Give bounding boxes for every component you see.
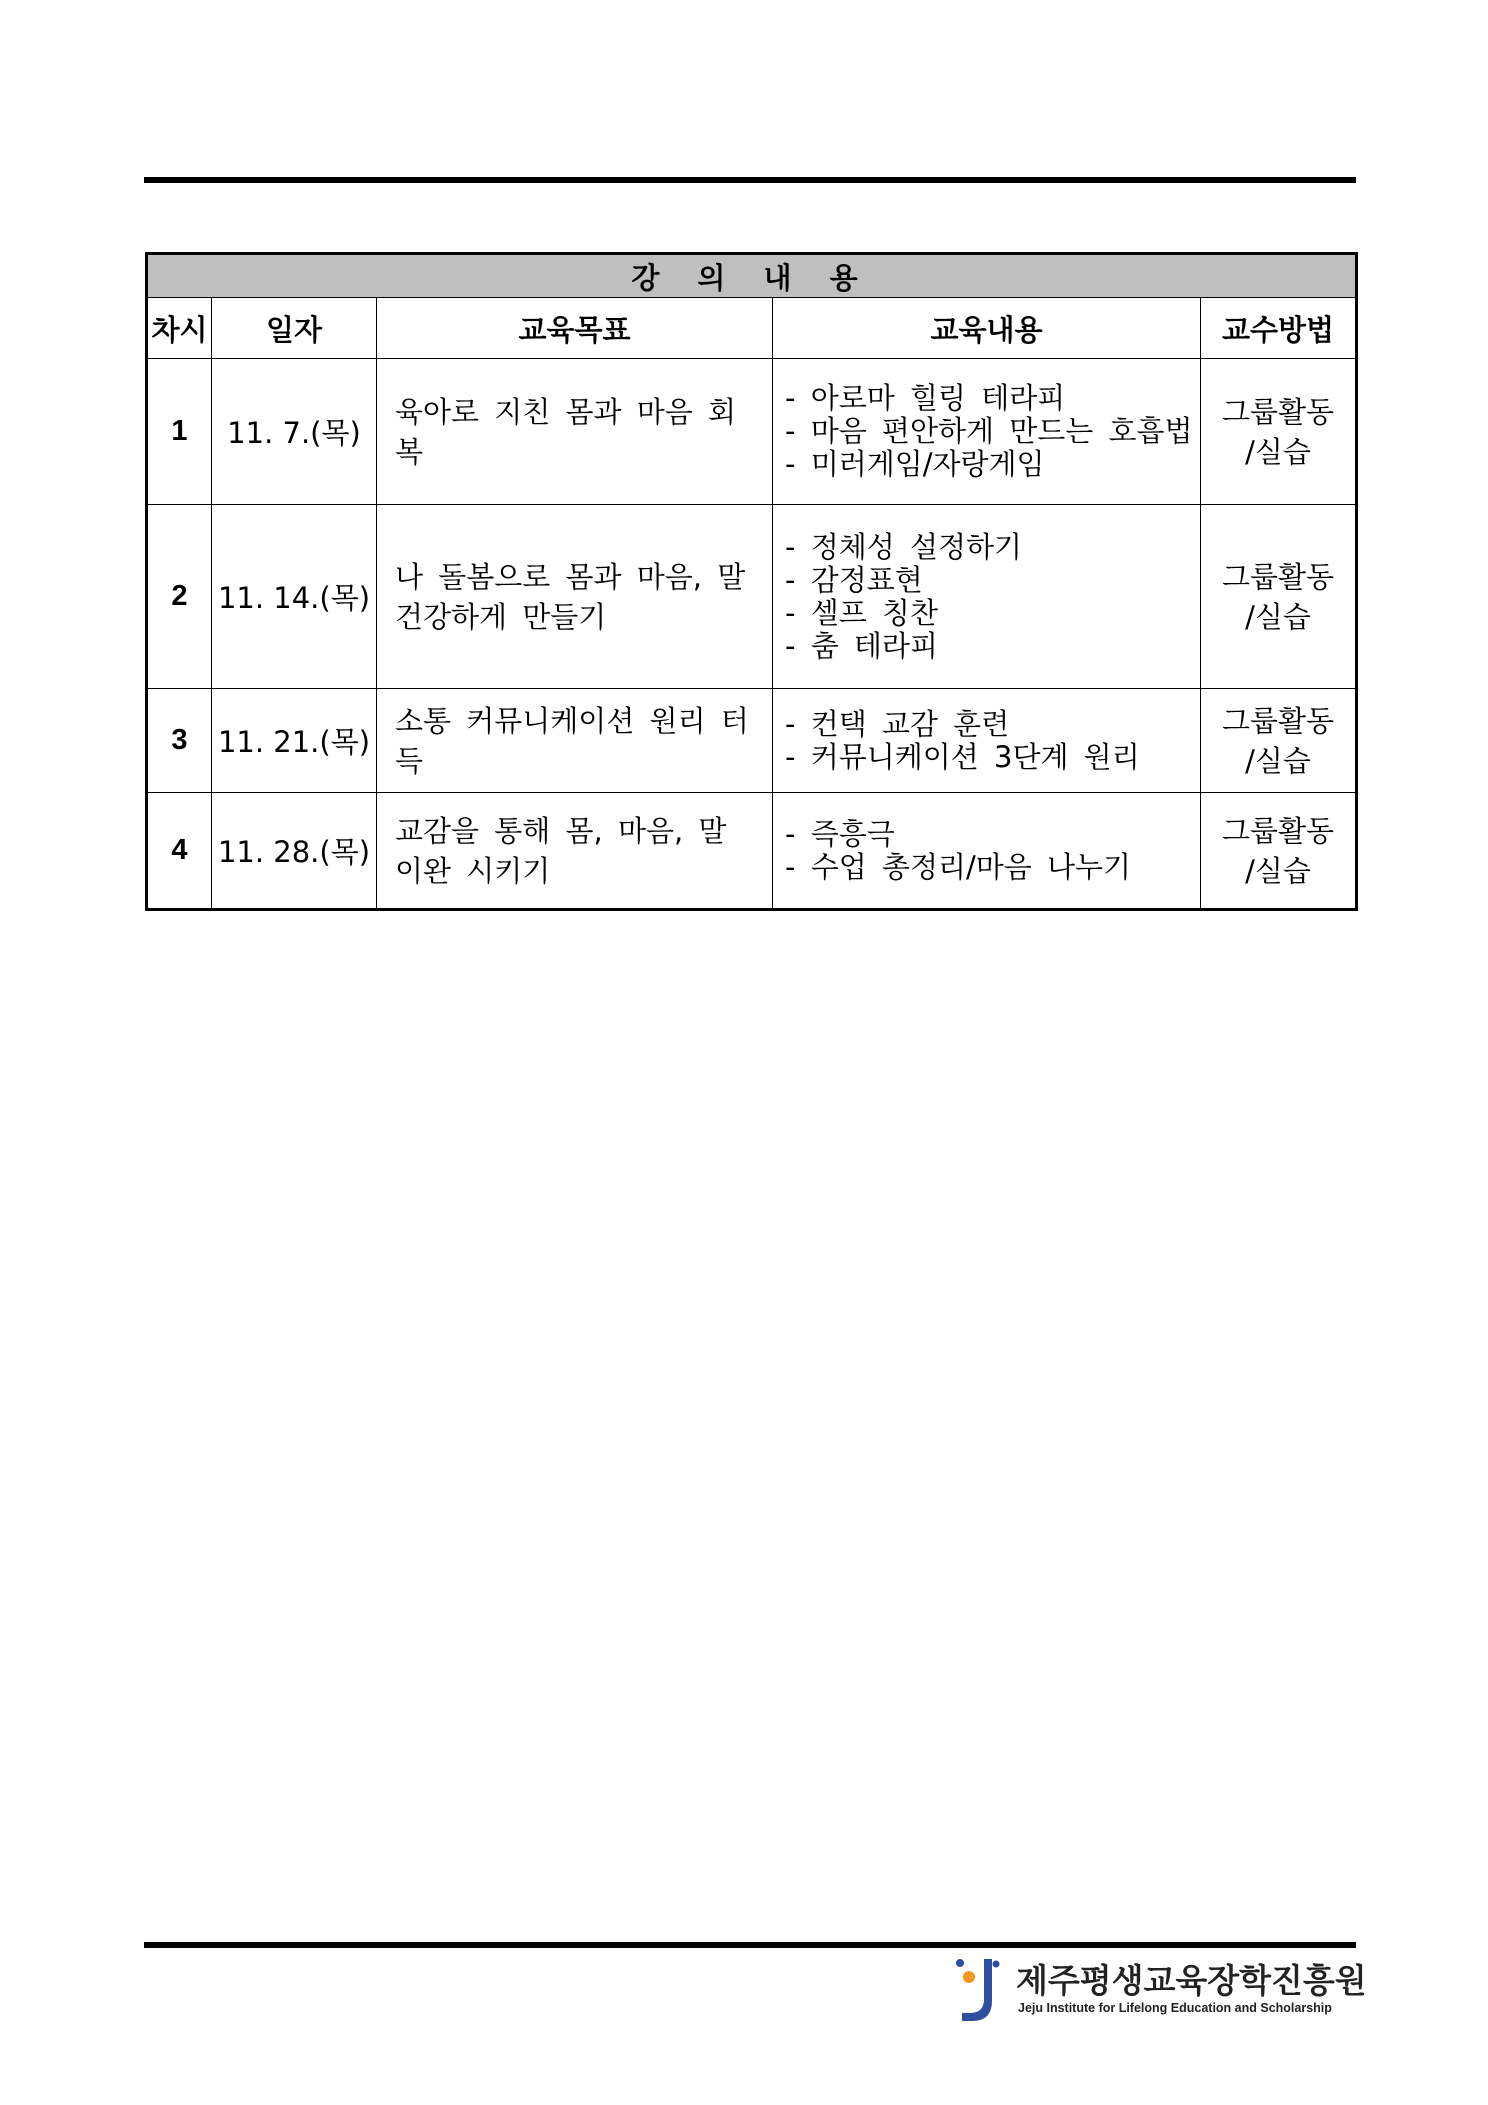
session-date: 11. 14.(목) xyxy=(212,505,377,689)
method-line: /실습 xyxy=(1245,599,1311,634)
content-item: - 춤 테라피 xyxy=(785,630,1200,663)
method-line: 그룹활동 xyxy=(1221,703,1335,738)
header-date: 일자 xyxy=(212,298,377,359)
top-divider xyxy=(144,177,1356,183)
method-line: 그룹활동 xyxy=(1221,559,1335,594)
content-item: - 컨택 교감 훈련 xyxy=(785,708,1200,741)
content-item: - 아로마 힐링 테라피 xyxy=(785,382,1200,415)
content-item: - 마음 편안하게 만드는 호흡법 xyxy=(785,415,1200,448)
logo-mark-icon xyxy=(950,1955,1006,2025)
header-method: 교수방법 xyxy=(1201,298,1357,359)
session-number: 2 xyxy=(147,505,212,689)
content-item: - 즉흥극 xyxy=(785,818,1200,851)
content-item: - 셀프 칭찬 xyxy=(785,597,1200,630)
session-goal: 나 돌봄으로 몸과 마음, 말 건강하게 만들기 xyxy=(377,505,773,689)
header-content: 교육내용 xyxy=(773,298,1201,359)
session-content xyxy=(773,689,1201,793)
content-item: - 감정표현 xyxy=(785,564,1200,597)
org-logo xyxy=(950,1955,1367,2025)
session-method xyxy=(1201,793,1357,910)
session-date: 11. 7.(목) xyxy=(212,359,377,505)
method-line: /실습 xyxy=(1245,434,1311,469)
session-goal: 소통 커뮤니케이션 원리 터득 xyxy=(377,689,773,793)
table-row xyxy=(147,689,1357,793)
method-line: /실습 xyxy=(1245,743,1311,778)
session-goal: 교감을 통해 몸, 마음, 말 이완 시키기 xyxy=(377,793,773,910)
session-method xyxy=(1201,689,1357,793)
table-header-row xyxy=(147,298,1357,359)
session-date: 11. 21.(목) xyxy=(212,689,377,793)
table-row xyxy=(147,359,1357,505)
session-number: 4 xyxy=(147,793,212,910)
session-content xyxy=(773,359,1201,505)
method-line: 그룹활동 xyxy=(1221,394,1335,429)
session-goal: 육아로 지친 몸과 마음 회복 xyxy=(377,359,773,505)
content-item: - 미러게임/자랑게임 xyxy=(785,448,1200,481)
session-content xyxy=(773,505,1201,689)
content-item: - 정체성 설정하기 xyxy=(785,531,1200,564)
session-content xyxy=(773,793,1201,910)
bottom-divider xyxy=(144,1942,1356,1948)
content-item: - 수업 총정리/마음 나누기 xyxy=(785,851,1200,884)
org-name: 제주평생교육장학진흥원 xyxy=(1016,1961,1367,2000)
table-row xyxy=(147,505,1357,689)
session-date: 11. 28.(목) xyxy=(212,793,377,910)
header-session: 차시 xyxy=(147,298,212,359)
session-number: 3 xyxy=(147,689,212,793)
table-title: 강 의 내 용 xyxy=(147,254,1357,298)
table-row xyxy=(147,793,1357,910)
session-method xyxy=(1201,359,1357,505)
method-line: 그룹활동 xyxy=(1221,813,1335,848)
content-item: - 커뮤니케이션 3단계 원리 xyxy=(785,741,1200,774)
session-method xyxy=(1201,505,1357,689)
table-title-row xyxy=(147,254,1357,298)
header-goal: 교육목표 xyxy=(377,298,773,359)
session-number: 1 xyxy=(147,359,212,505)
org-name-english: Jeju Institute for Lifelong Education and Scholarship xyxy=(1018,2001,1332,2015)
method-line: /실습 xyxy=(1245,853,1311,888)
lecture-schedule-table xyxy=(145,252,1358,911)
